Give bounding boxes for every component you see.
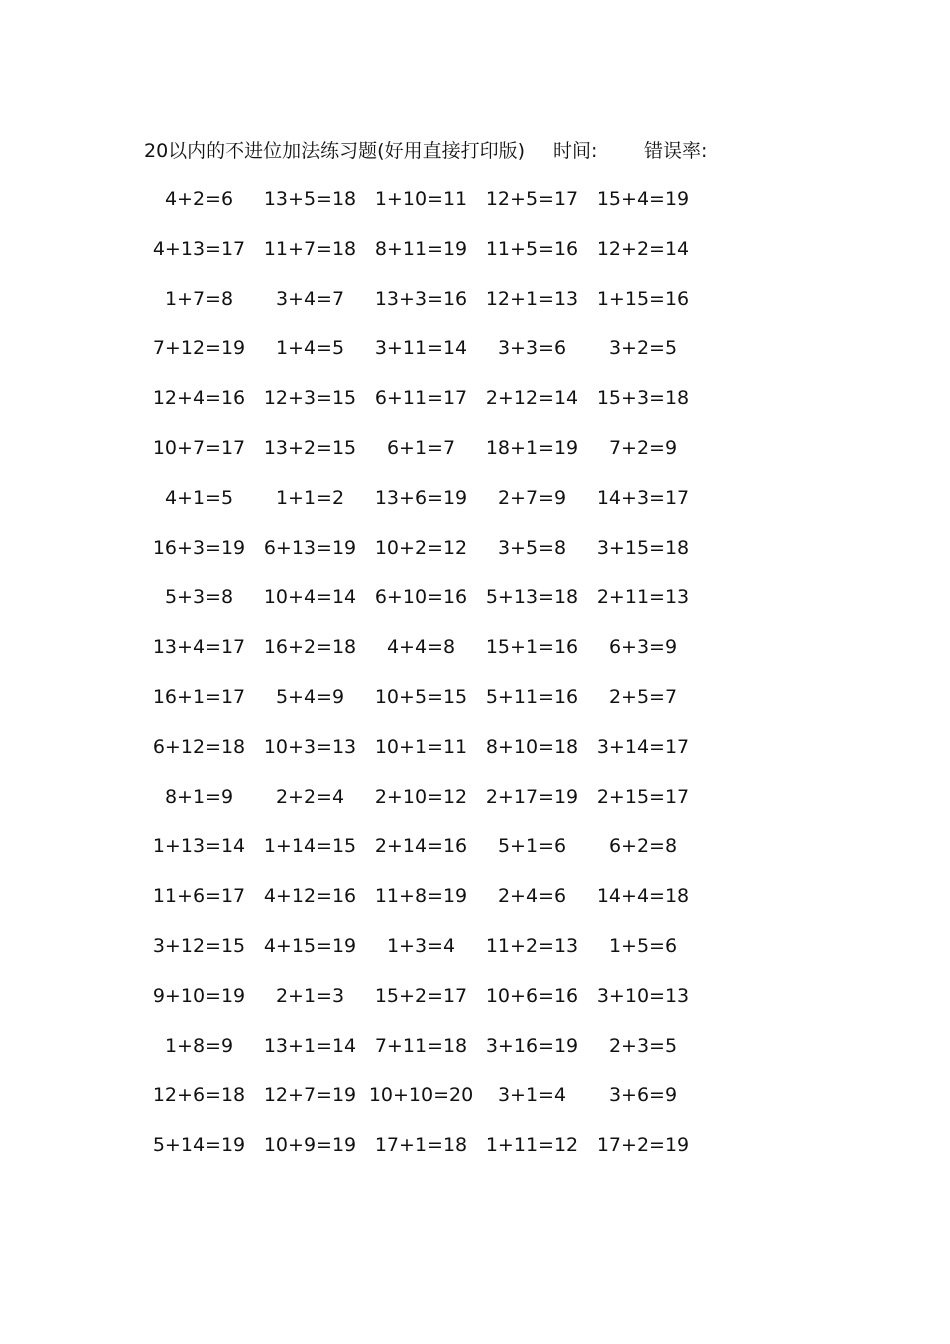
addition-problem: 17+2=19	[596, 1134, 690, 1157]
addition-problem: 3+12=15	[152, 934, 246, 957]
addition-problem: 8+11=19	[374, 237, 468, 260]
addition-problem: 6+1=7	[386, 436, 456, 459]
addition-problem: 5+4=9	[275, 685, 345, 708]
addition-problem: 18+1=19	[485, 436, 579, 459]
addition-problem: 5+14=19	[152, 1134, 246, 1157]
problem-row	[144, 1031, 704, 1081]
addition-problem: 15+3=18	[596, 387, 690, 410]
addition-problem: 10+4=14	[263, 586, 357, 609]
addition-problem: 12+3=15	[263, 387, 357, 410]
problem-row	[144, 732, 704, 782]
addition-problem: 13+5=18	[263, 188, 357, 210]
addition-problem: 1+8=9	[164, 1034, 234, 1057]
addition-problem: 14+3=17	[596, 486, 690, 509]
problem-row	[144, 1080, 704, 1130]
addition-problem: 15+1=16	[485, 636, 579, 659]
addition-problem: 5+11=16	[485, 685, 579, 708]
addition-problem: 10+3=13	[263, 735, 357, 758]
addition-problem: 13+3=16	[374, 287, 468, 310]
addition-problem: 4+13=17	[152, 237, 246, 260]
addition-problem: 2+17=19	[485, 785, 579, 808]
addition-problem: 13+4=17	[152, 636, 246, 659]
problem-row	[144, 234, 704, 284]
addition-problem: 2+12=14	[485, 387, 579, 410]
addition-problem: 16+1=17	[152, 685, 246, 708]
addition-problem: 1+13=14	[152, 835, 246, 858]
addition-problem: 3+2=5	[608, 337, 678, 360]
problem-row	[144, 831, 704, 881]
addition-problem: 3+16=19	[485, 1034, 579, 1057]
addition-problem: 4+2=6	[164, 188, 234, 210]
addition-problem: 3+14=17	[596, 735, 690, 758]
addition-problem: 3+10=13	[596, 984, 690, 1007]
addition-problem: 1+4=5	[275, 337, 345, 360]
addition-problem: 6+13=19	[263, 536, 357, 559]
addition-problem: 10+10=20	[368, 1084, 474, 1107]
problem-row	[144, 333, 704, 383]
addition-problem: 3+3=6	[497, 337, 567, 360]
addition-problem: 8+10=18	[485, 735, 579, 758]
problem-grid	[144, 184, 704, 1180]
addition-problem: 6+12=18	[152, 735, 246, 758]
addition-problem: 1+10=11	[374, 188, 468, 210]
problem-row	[144, 383, 704, 433]
addition-problem: 12+6=18	[152, 1084, 246, 1107]
addition-problem: 11+8=19	[374, 885, 468, 908]
addition-problem: 7+11=18	[374, 1034, 468, 1057]
addition-problem: 5+3=8	[164, 586, 234, 609]
time-label: 时间:	[553, 140, 598, 162]
addition-problem: 1+7=8	[164, 287, 234, 310]
problem-row	[144, 582, 704, 632]
addition-problem: 2+5=7	[608, 685, 678, 708]
addition-problem: 8+1=9	[164, 785, 234, 808]
addition-problem: 1+5=6	[608, 934, 678, 957]
addition-problem: 16+3=19	[152, 536, 246, 559]
addition-problem: 7+12=19	[152, 337, 246, 360]
addition-problem: 4+4=8	[386, 636, 456, 659]
addition-problem: 4+1=5	[164, 486, 234, 509]
addition-problem: 3+5=8	[497, 536, 567, 559]
addition-problem: 2+10=12	[374, 785, 468, 808]
addition-problem: 3+6=9	[608, 1084, 678, 1107]
problem-row	[144, 682, 704, 732]
addition-problem: 3+1=4	[497, 1084, 567, 1107]
problem-row	[144, 483, 704, 533]
addition-problem: 1+11=12	[485, 1134, 579, 1157]
addition-problem: 2+14=16	[374, 835, 468, 858]
problem-row	[144, 184, 704, 234]
addition-problem: 6+3=9	[608, 636, 678, 659]
addition-problem: 6+11=17	[374, 387, 468, 410]
addition-problem: 12+7=19	[263, 1084, 357, 1107]
addition-problem: 5+13=18	[485, 586, 579, 609]
addition-problem: 3+4=7	[275, 287, 345, 310]
addition-problem: 2+11=13	[596, 586, 690, 609]
addition-problem: 12+5=17	[485, 188, 579, 210]
addition-problem: 11+6=17	[152, 885, 246, 908]
addition-problem: 2+4=6	[497, 885, 567, 908]
addition-problem: 13+2=15	[263, 436, 357, 459]
problem-row	[144, 632, 704, 682]
addition-problem: 11+5=16	[485, 237, 579, 260]
worksheet-header	[144, 137, 764, 165]
addition-problem: 13+6=19	[374, 486, 468, 509]
addition-problem: 4+15=19	[263, 934, 357, 957]
addition-problem: 6+2=8	[608, 835, 678, 858]
problem-row	[144, 284, 704, 334]
addition-problem: 12+1=13	[485, 287, 579, 310]
problem-row	[144, 782, 704, 832]
addition-problem: 11+7=18	[263, 237, 357, 260]
problem-row	[144, 533, 704, 583]
error-rate-label: 错误率:	[644, 140, 708, 162]
addition-problem: 1+1=2	[275, 486, 345, 509]
addition-problem: 17+1=18	[374, 1134, 468, 1157]
worksheet-title: 20以内的不进位加法练习题(好用直接打印版)	[144, 140, 526, 162]
addition-problem: 13+1=14	[263, 1034, 357, 1057]
addition-problem: 10+7=17	[152, 436, 246, 459]
problem-row	[144, 1130, 704, 1180]
problem-row	[144, 981, 704, 1031]
addition-problem: 10+1=11	[374, 735, 468, 758]
addition-problem: 1+15=16	[596, 287, 690, 310]
addition-problem: 6+10=16	[374, 586, 468, 609]
addition-problem: 10+2=12	[374, 536, 468, 559]
addition-problem: 2+1=3	[275, 984, 345, 1007]
addition-problem: 16+2=18	[263, 636, 357, 659]
addition-problem: 5+1=6	[497, 835, 567, 858]
addition-problem: 10+6=16	[485, 984, 579, 1007]
addition-problem: 2+7=9	[497, 486, 567, 509]
problem-row	[144, 433, 704, 483]
addition-problem: 3+15=18	[596, 536, 690, 559]
addition-problem: 7+2=9	[608, 436, 678, 459]
addition-problem: 14+4=18	[596, 885, 690, 908]
addition-problem: 2+3=5	[608, 1034, 678, 1057]
addition-problem: 12+2=14	[596, 237, 690, 260]
addition-problem: 4+12=16	[263, 885, 357, 908]
addition-problem: 2+15=17	[596, 785, 690, 808]
addition-problem: 10+5=15	[374, 685, 468, 708]
addition-problem: 12+4=16	[152, 387, 246, 410]
problem-row	[144, 931, 704, 981]
problem-row	[144, 881, 704, 931]
addition-problem: 9+10=19	[152, 984, 246, 1007]
addition-problem: 2+2=4	[275, 785, 345, 808]
addition-problem: 3+11=14	[374, 337, 468, 360]
addition-problem: 1+3=4	[386, 934, 456, 957]
addition-problem: 15+2=17	[374, 984, 468, 1007]
addition-problem: 1+14=15	[263, 835, 357, 858]
addition-problem: 10+9=19	[263, 1134, 357, 1157]
addition-problem: 15+4=19	[596, 188, 690, 210]
addition-problem: 11+2=13	[485, 934, 579, 957]
